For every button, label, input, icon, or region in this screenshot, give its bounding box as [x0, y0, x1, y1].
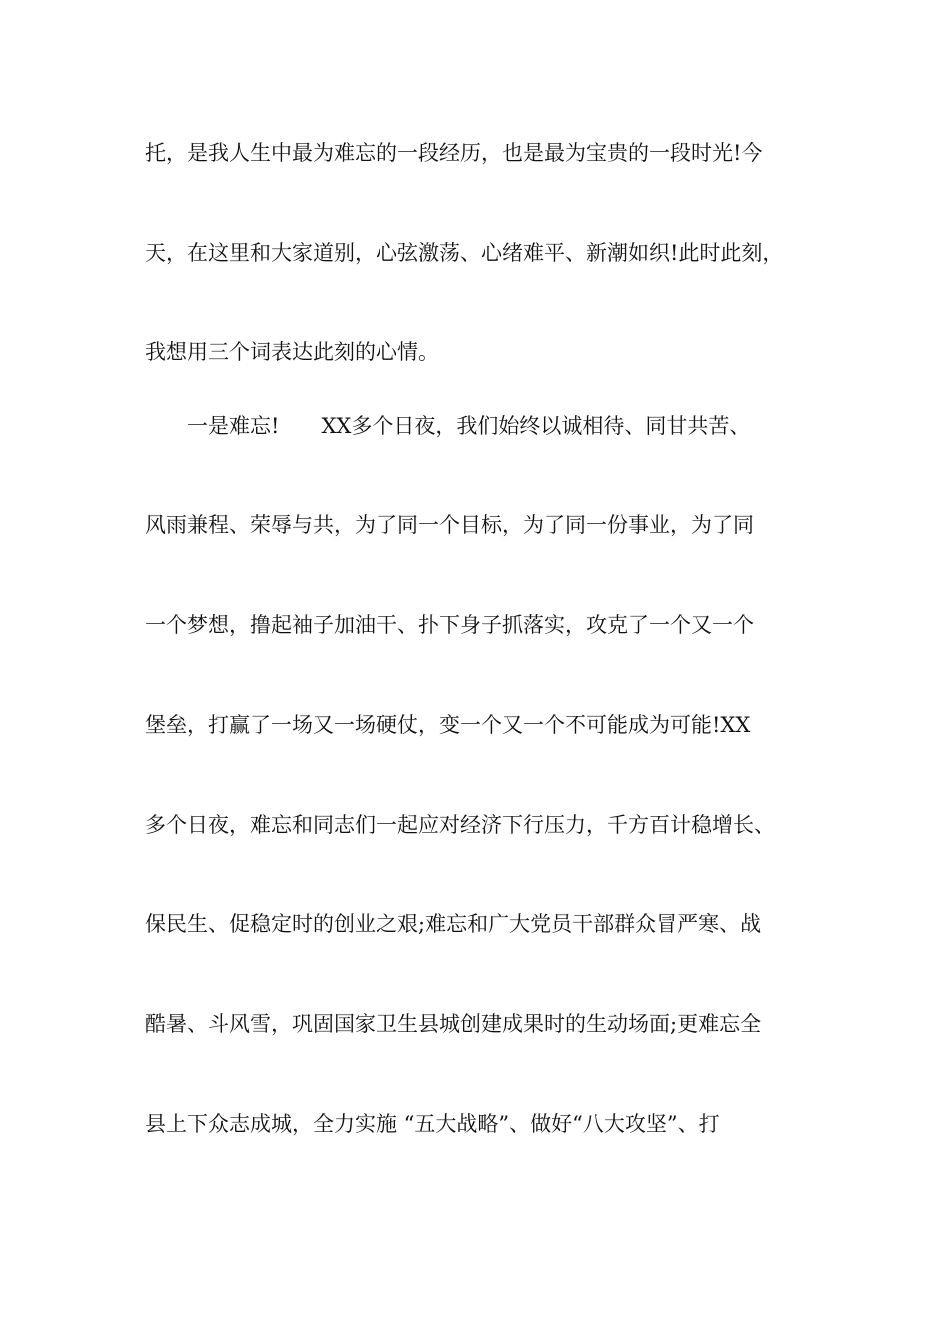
- text-line: 多个日夜，难忘和同志们一起应对经济下行压力，千方百计稳增长、: [145, 813, 775, 837]
- text-line: 堡垒，打赢了一场又一场硬仗，变一个又一个不可能成为可能!XX: [145, 713, 751, 737]
- text-line: 一个梦想，撸起袖子加油干、扑下身子抓落实，攻克了一个又一个: [145, 613, 754, 637]
- text-line: 保民生、促稳定时的创业之艰;难忘和广大党员干部群众冒严寒、战: [145, 912, 762, 936]
- text-line: 风雨兼程、荣辱与共，为了同一个目标，为了同一份事业，为了同: [145, 513, 754, 537]
- text-line: 我想用三个词表达此刻的心情。: [145, 340, 439, 364]
- text-line: 酷暑、斗风雪，巩固国家卫生县城创建成果时的生动场面;更难忘全: [145, 1012, 762, 1036]
- text-line: 天，在这里和大家道别，心弦激荡、心绪难平、新潮如织!此时此刻，: [145, 241, 784, 265]
- text-line: 托，是我人生中最为难忘的一段经历，也是最为宝贵的一段时光!今: [145, 141, 763, 165]
- text-line: 一是难忘! XX多个日夜，我们始终以诚相待、同甘共苦、: [145, 414, 751, 438]
- text-line: 县上下众志成城，全力实施 “五大战略”、做好“八大攻坚”、打: [145, 1112, 720, 1136]
